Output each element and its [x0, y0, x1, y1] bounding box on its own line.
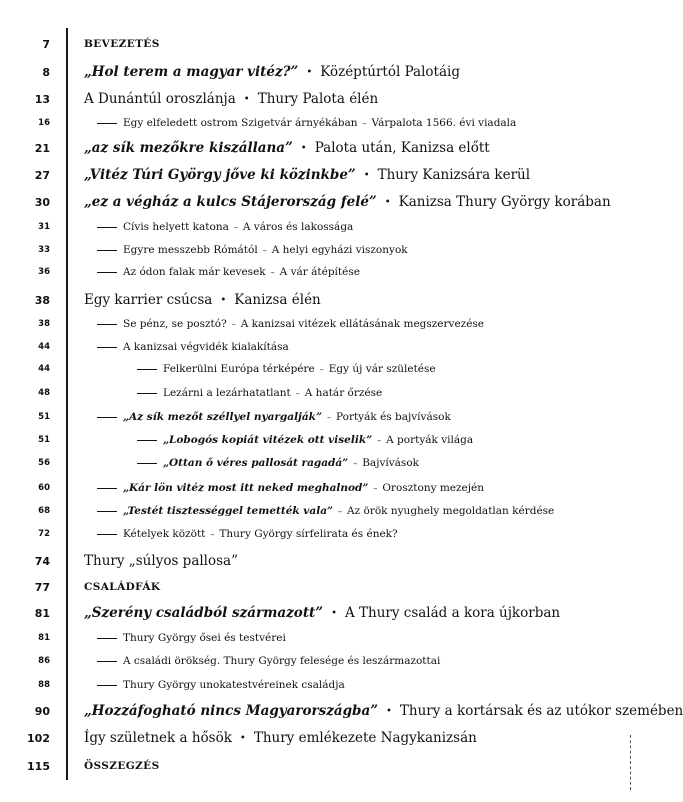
toc-entry[interactable]	[0, 755, 641, 777]
page-number: 90	[34, 704, 50, 718]
separator-glyph: •	[243, 93, 250, 105]
entry-title: Thury György ősei és testvérei	[123, 632, 286, 644]
page-number: 48	[38, 388, 50, 398]
entry-subtitle: A határ őrzése	[304, 387, 383, 399]
entry-content	[97, 632, 286, 644]
entry-subtitle: Palota után, Kanizsa előtt	[314, 140, 490, 156]
page-number: 77	[34, 580, 50, 594]
entry-subtitle: A vár átépítése	[279, 266, 360, 278]
toc-entry[interactable]	[0, 523, 641, 545]
entry-subtitle: Thury Palota élén	[257, 91, 379, 107]
entry-content	[97, 505, 554, 517]
page-number: 38	[34, 293, 50, 307]
entry-content	[84, 581, 160, 593]
indent-dash	[97, 272, 117, 273]
page-number: 51	[38, 412, 50, 422]
entry-content	[84, 64, 460, 80]
separator-glyph: –	[373, 483, 378, 493]
toc-entry[interactable]	[0, 112, 641, 134]
separator-glyph: –	[295, 388, 300, 398]
separator-glyph: –	[338, 506, 343, 516]
toc-entry[interactable]	[0, 216, 641, 238]
entry-content	[84, 703, 683, 719]
entry-title: Se pénz, se posztó?	[123, 318, 227, 330]
entry-title: „Kár lön vitéz most itt neked meghalnod”	[123, 482, 369, 494]
entry-title: A családi örökség. Thury György felesége és leszármazottai	[123, 655, 441, 667]
page-number: 21	[34, 141, 50, 155]
page-number: 60	[38, 483, 50, 493]
toc-entry[interactable]	[0, 191, 641, 213]
page-number: 8	[42, 65, 50, 79]
page-number: 56	[38, 458, 50, 468]
entry-title: „Hozzáfogható nincs Magyarországba”	[84, 703, 378, 719]
page-number: 33	[38, 245, 50, 255]
separator-glyph: –	[262, 245, 267, 255]
entry-title: Cívis helyett katona	[123, 221, 229, 233]
indent-dash	[97, 324, 117, 325]
entry-subtitle: Egy új vár születése	[328, 363, 436, 375]
page-number: 44	[38, 342, 50, 352]
entry-content	[84, 553, 238, 569]
separator-glyph: •	[386, 705, 392, 717]
entry-content	[137, 457, 419, 469]
toc-entry[interactable]	[0, 88, 641, 110]
page-number: 44	[38, 364, 50, 374]
indent-dash	[137, 369, 157, 370]
page-number: 81	[34, 606, 50, 620]
page-number: 31	[38, 222, 50, 232]
entry-subtitle: Thury emlékezete Nagykanizsán	[253, 730, 477, 746]
page-number: 30	[34, 195, 50, 209]
toc-entry[interactable]	[0, 550, 641, 572]
entry-title: „az sík mezőkre kiszállana”	[84, 140, 293, 156]
entry-content	[137, 387, 382, 399]
entry-title: „Lobogós kopiát vitézek ott viselik”	[163, 434, 373, 446]
separator-glyph: •	[220, 294, 227, 306]
entry-title: Lezárni a lezárhatatlant	[163, 387, 291, 399]
entry-subtitle: Orosztony mezején	[382, 482, 484, 494]
page-number: 68	[38, 506, 50, 516]
toc-entry[interactable]	[0, 33, 641, 55]
indent-dash	[97, 685, 117, 686]
toc-entry[interactable]	[0, 406, 641, 428]
entry-content	[97, 482, 484, 494]
entry-title: Thury György unokatestvéreinek családja	[123, 679, 345, 691]
toc-entry[interactable]	[0, 500, 641, 522]
indent-dash	[137, 463, 157, 464]
page-number: 72	[38, 529, 50, 539]
entry-content	[97, 528, 398, 540]
indent-dash	[137, 393, 157, 394]
entry-title: A Dunántúl oroszlánja	[84, 91, 236, 107]
toc-entry[interactable]	[0, 602, 641, 624]
entry-subtitle: Várpalota 1566. évi viadala	[371, 117, 517, 129]
separator-glyph: –	[362, 118, 367, 128]
entry-content	[84, 91, 378, 107]
entry-subtitle: Thury a kortársak és az utókor szemében	[399, 703, 683, 719]
entry-subtitle: A helyi egyházi viszonyok	[271, 244, 408, 256]
entry-content	[97, 341, 289, 353]
indent-dash	[97, 250, 117, 251]
entry-content	[97, 117, 516, 129]
entry-content	[97, 655, 440, 667]
entry-subtitle: Thury György sírfelirata és ének?	[219, 528, 398, 540]
page-number: 102	[27, 731, 50, 745]
entry-subtitle: A kanizsai vitézek ellátásának megszervezése	[240, 318, 485, 330]
page-number: 86	[38, 656, 50, 666]
toc-entry[interactable]	[0, 164, 641, 186]
page-number: 36	[38, 267, 50, 277]
entry-subtitle: Bajvívások	[362, 457, 420, 469]
entry-subtitle: Az örök nyughely megoldatlan kérdése	[347, 505, 555, 517]
entry-title: A kanizsai végvidék kialakítása	[123, 341, 289, 353]
entry-subtitle: A Thury család a kora újkorban	[344, 605, 561, 621]
page-number: 7	[42, 37, 50, 51]
entry-content	[84, 167, 530, 183]
separator-glyph: •	[306, 66, 313, 78]
separator-glyph: •	[300, 142, 307, 154]
toc-entry[interactable]	[0, 576, 641, 598]
indent-dash	[97, 347, 117, 348]
separator-glyph: –	[319, 364, 324, 374]
entry-subtitle: Kanizsa Thury György korában	[398, 194, 611, 210]
entry-subtitle: Középtúrtól Palotáig	[320, 64, 460, 80]
entry-title: Az ódon falak már kevesek	[123, 266, 266, 278]
toc-entry[interactable]	[0, 137, 641, 159]
page-number: 27	[34, 168, 50, 182]
entry-subtitle: Kanizsa élén	[234, 292, 321, 308]
toc-entry[interactable]	[0, 674, 641, 696]
indent-dash	[97, 661, 117, 662]
entry-content	[137, 434, 473, 446]
entry-title: Kételyek között	[123, 528, 206, 540]
indent-dash	[97, 123, 117, 124]
toc-entry[interactable]	[0, 382, 641, 404]
toc-entry[interactable]	[0, 289, 641, 311]
separator-glyph: •	[384, 196, 391, 208]
toc-entry[interactable]	[0, 358, 641, 380]
indent-dash	[137, 440, 157, 441]
entry-content	[84, 730, 477, 746]
separator-glyph: –	[270, 267, 275, 277]
entry-content	[97, 679, 345, 691]
entry-title: BEVEZETÉS	[84, 38, 160, 50]
entry-content	[84, 140, 490, 156]
entry-subtitle: A város és lakossága	[242, 221, 354, 233]
toc-entry[interactable]	[0, 477, 641, 499]
entry-subtitle: Thury Kanizsára kerül	[377, 167, 531, 183]
entry-content	[84, 38, 160, 50]
entry-content	[84, 292, 321, 308]
entry-subtitle: A portyák világa	[386, 434, 474, 446]
entry-title: „Szerény családból származott”	[84, 605, 324, 621]
toc-entry[interactable]	[0, 313, 641, 335]
entry-content	[84, 605, 560, 621]
entry-title: CSALÁDFÁK	[84, 581, 161, 593]
separator-glyph: –	[231, 319, 236, 329]
entry-title: Felkerülni Európa térképére	[163, 363, 315, 375]
page-number: 81	[38, 633, 50, 643]
page-number: 115	[27, 759, 50, 773]
entry-title: Egy elfeledett ostrom Szigetvár árnyékában	[123, 117, 358, 129]
entry-title: Egy karrier csúcsa	[84, 292, 213, 308]
separator-glyph: •	[239, 732, 246, 744]
entry-content	[97, 411, 451, 423]
entry-content	[97, 266, 360, 278]
separator-glyph: –	[233, 222, 238, 232]
entry-title: Így születnek a hősök	[84, 730, 232, 746]
page-number: 88	[38, 680, 50, 690]
toc-entry[interactable]	[0, 61, 641, 83]
indent-dash	[97, 227, 117, 228]
entry-content	[97, 221, 353, 233]
entry-title: „ez a végház a kulcs Stájerország felé”	[84, 194, 377, 210]
entry-content	[137, 363, 436, 375]
separator-glyph: –	[353, 458, 358, 468]
toc-entry[interactable]	[0, 239, 641, 261]
entry-title: ÖSSZEGZÉS	[84, 760, 160, 772]
entry-title: „Az sík mezőt széllyel nyargalják”	[123, 411, 322, 423]
toc-entry[interactable]	[0, 650, 641, 672]
toc-entry[interactable]	[0, 627, 641, 649]
separator-glyph: •	[331, 607, 337, 619]
toc-entry[interactable]	[0, 261, 641, 283]
separator-glyph: •	[363, 169, 370, 181]
entry-subtitle: Portyák és bajvívások	[335, 411, 451, 423]
entry-content	[84, 194, 611, 210]
entry-title: „Testét tisztességgel temették vala”	[123, 505, 334, 517]
toc-entry[interactable]	[0, 429, 641, 451]
page-number: 51	[38, 435, 50, 445]
page-number: 16	[38, 118, 50, 128]
indent-dash	[97, 488, 117, 489]
entry-content	[97, 244, 408, 256]
entry-title: „Ottan ő véres pallosát ragadá”	[163, 457, 349, 469]
separator-glyph: –	[377, 435, 382, 445]
indent-dash	[97, 534, 117, 535]
indent-dash	[97, 417, 117, 418]
indent-dash	[97, 511, 117, 512]
toc-entry[interactable]	[0, 336, 641, 358]
entry-content	[97, 318, 484, 330]
entry-title: Egyre messzebb Rómától	[123, 244, 258, 256]
separator-glyph: –	[210, 529, 215, 539]
entry-title: „Vitéz Túri György jőve ki közinkbe”	[84, 167, 356, 183]
toc-entry[interactable]	[0, 727, 641, 749]
toc-entry[interactable]	[0, 452, 641, 474]
entry-content	[84, 760, 160, 772]
page-number: 13	[34, 92, 50, 106]
entry-title: Thury „súlyos pallosa”	[84, 553, 239, 569]
separator-glyph: –	[326, 412, 331, 422]
toc-entry[interactable]	[0, 700, 683, 722]
page-number: 38	[38, 319, 50, 329]
indent-dash	[97, 638, 117, 639]
entry-title: „Hol terem a magyar vitéz?”	[84, 64, 299, 80]
page-number: 74	[34, 554, 50, 568]
